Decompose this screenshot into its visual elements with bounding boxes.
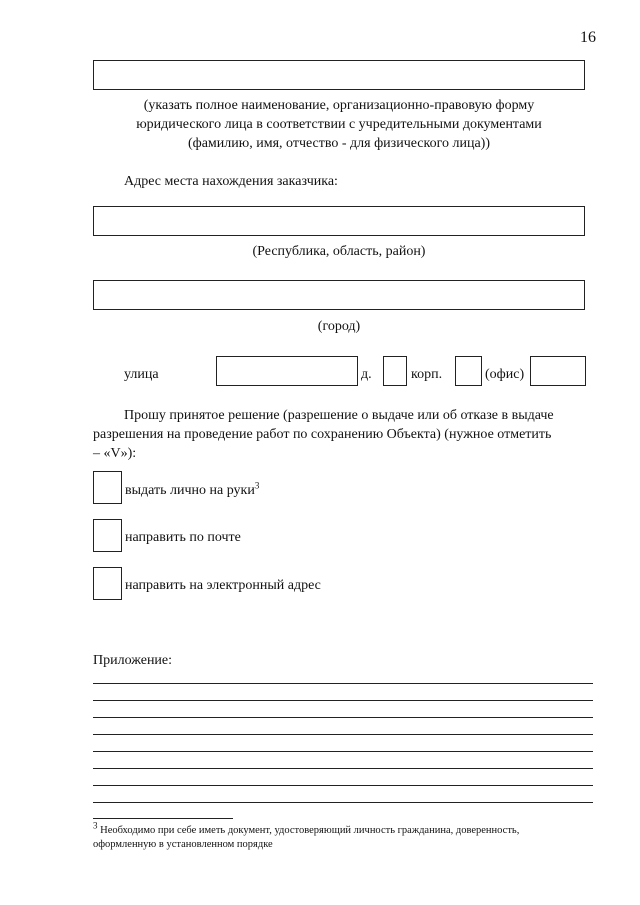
attachment-line-7[interactable] <box>93 785 593 786</box>
by-email-checkbox[interactable] <box>93 567 122 600</box>
in-person-option <box>125 481 259 500</box>
by-email-label: направить на электронный адрес <box>125 578 321 593</box>
page-number: 16 <box>580 29 596 46</box>
attachment-line-8[interactable] <box>93 802 593 803</box>
org-hint-line3: (фамилию, имя, отчество - для физического лица)) <box>187 136 491 151</box>
by-mail-checkbox[interactable] <box>93 519 122 552</box>
attachment-label: Приложение: <box>93 653 173 668</box>
attachment-line-3[interactable] <box>93 717 593 718</box>
address-heading: Адрес места нахождения заказчика: <box>124 174 338 189</box>
in-person-checkbox[interactable] <box>93 471 122 504</box>
attachment-line-2[interactable] <box>93 700 593 701</box>
region-field[interactable] <box>93 206 585 236</box>
footnote-text-line2: оформленную в установленном порядке <box>93 839 273 850</box>
office-field[interactable] <box>530 356 586 386</box>
building-field[interactable] <box>455 356 482 386</box>
footnote-line1 <box>93 820 520 838</box>
attachment-line-5[interactable] <box>93 751 593 752</box>
organization-name-field[interactable] <box>93 60 585 90</box>
org-hint-line2: юридического лица в соответствии с учредительными документами <box>136 117 542 132</box>
city-caption: (город) <box>317 319 361 334</box>
region-caption: (Республика, область, район) <box>252 244 426 259</box>
attachment-line-1[interactable] <box>93 683 593 684</box>
request-line1: Прошу принятое решение (разрешение о выдаче или об отказе в выдаче <box>124 408 554 423</box>
attachment-line-6[interactable] <box>93 768 593 769</box>
street-label: улица <box>124 367 159 382</box>
request-line2: разрешения на проведение работ по сохранению Объекта) (нужное отметить <box>93 427 552 442</box>
request-line3: – «V»): <box>93 446 137 461</box>
in-person-footnote-ref[interactable]: 3 <box>254 480 260 491</box>
street-field[interactable] <box>216 356 358 386</box>
house-field[interactable] <box>383 356 407 386</box>
building-label: корп. <box>411 367 443 382</box>
house-label: д. <box>361 367 372 382</box>
footnote-marker: 3 <box>93 820 98 831</box>
attachment-line-4[interactable] <box>93 734 593 735</box>
by-mail-label: направить по почте <box>125 530 241 545</box>
footnote-text-line1: Необходимо при себе иметь документ, удостоверяющий личность гражданина, доверенность, <box>100 825 520 836</box>
office-label: (офис) <box>485 367 525 382</box>
city-field[interactable] <box>93 280 585 310</box>
org-hint-line1: (указать полное наименование, организационно-правовую форму <box>143 98 535 113</box>
in-person-label: выдать лично на руки <box>125 483 255 498</box>
footnote-separator <box>93 818 233 819</box>
